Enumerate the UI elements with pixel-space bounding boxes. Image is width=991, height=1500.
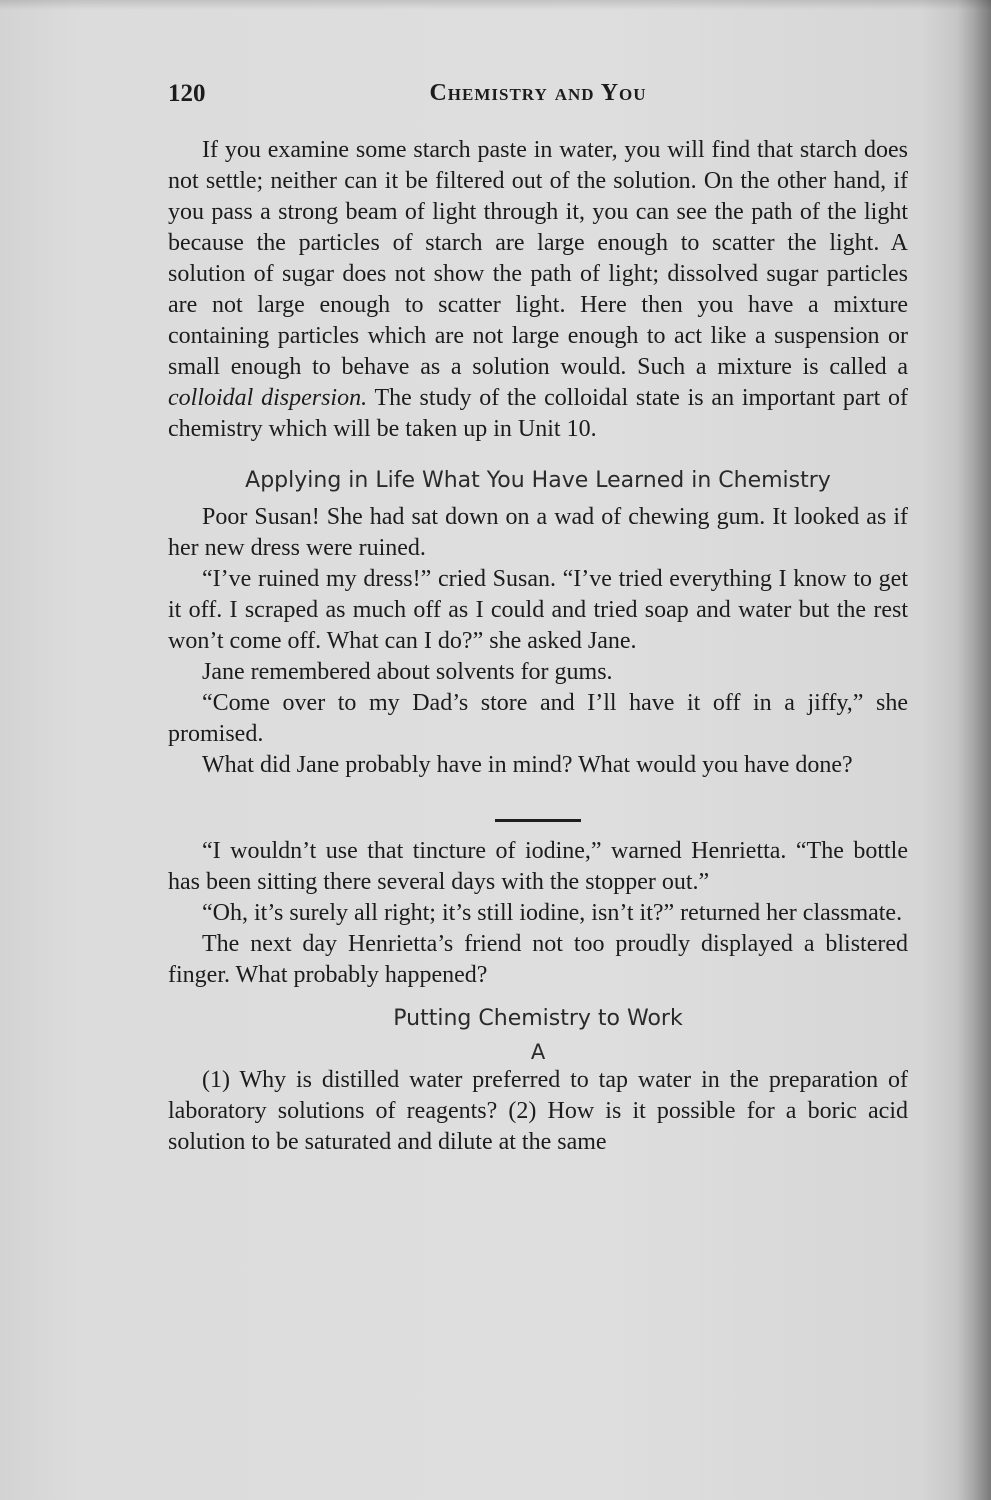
section2-paragraph: “Oh, it’s surely all right; it’s still iodine, isn’t it?” returned her classmate. [202,900,903,926]
page-spine-shadow [957,0,991,1500]
running-title: Chemistry and You [429,80,647,106]
section-divider [495,819,581,822]
page-top-shadow [0,0,991,10]
page-number: 120 [168,80,206,107]
page-body [168,135,908,1158]
section-gap [168,991,908,1005]
section1-paragraph: “Come over to my Dad’s store and I’ll have it off in a jiffy,” she promised. [168,690,908,747]
section3-paragraph: (1) Why is distilled water preferred to tap water in the preparation of laboratory solutions of reagents? (2) How is it possible for a boric acid solution to be saturated and dilute at the same [168,1067,908,1155]
intro-text-end: The study of the colloidal state is an important part of chemistry which will be taken up in Unit 10. [168,385,908,442]
page-header [168,80,908,114]
section2-paragraph: “I wouldn’t use that tincture of iodine,” warned Henrietta. “The bottle has been sitting there several days with the stopper out.” [168,838,908,895]
section-heading-applying: Applying in Life What You Have Learned in Chemistry [245,468,831,493]
section1-paragraph: Poor Susan! She had sat down on a wad of chewing gum. It looked as if her new dress were ruined. [168,504,908,561]
section2-paragraph: The next day Henrietta’s friend not too proudly displayed a blistered finger. What probably happened? [168,931,908,988]
section1-paragraph: What did Jane probably have in mind? What would you have done? [202,752,853,778]
section-gap [168,445,908,467]
intro-paragraph [168,135,908,445]
subsection-label: A [530,1040,546,1064]
intro-term: colloidal dispersion. [168,385,368,411]
intro-text: If you examine some starch paste in water, you will find that starch does not settle; neither can it be filtered out of the solution. On the other hand, if you pass a strong beam of light through it, you can see the path of the light because the particles of starch are large enough to scatter the light. A solution of sugar does not show the path of light; dissolved sugar particles are not large enough to scatter light. Here then you have a mixture containing particles which are not large enough to act like a suspension or small enough to behave as a solution would. Such a mixture is called a [168,137,908,380]
section1-paragraph: Jane remembered about solvents for gums. [202,659,613,685]
section-heading-putting: Putting Chemistry to Work [393,1006,683,1031]
section1-paragraph: “I’ve ruined my dress!” cried Susan. “I’ve tried everything I know to get it off. I scraped as much off as I could and tried soap and water but the rest won’t come off. What can I do?” she asked Jane. [168,566,908,654]
